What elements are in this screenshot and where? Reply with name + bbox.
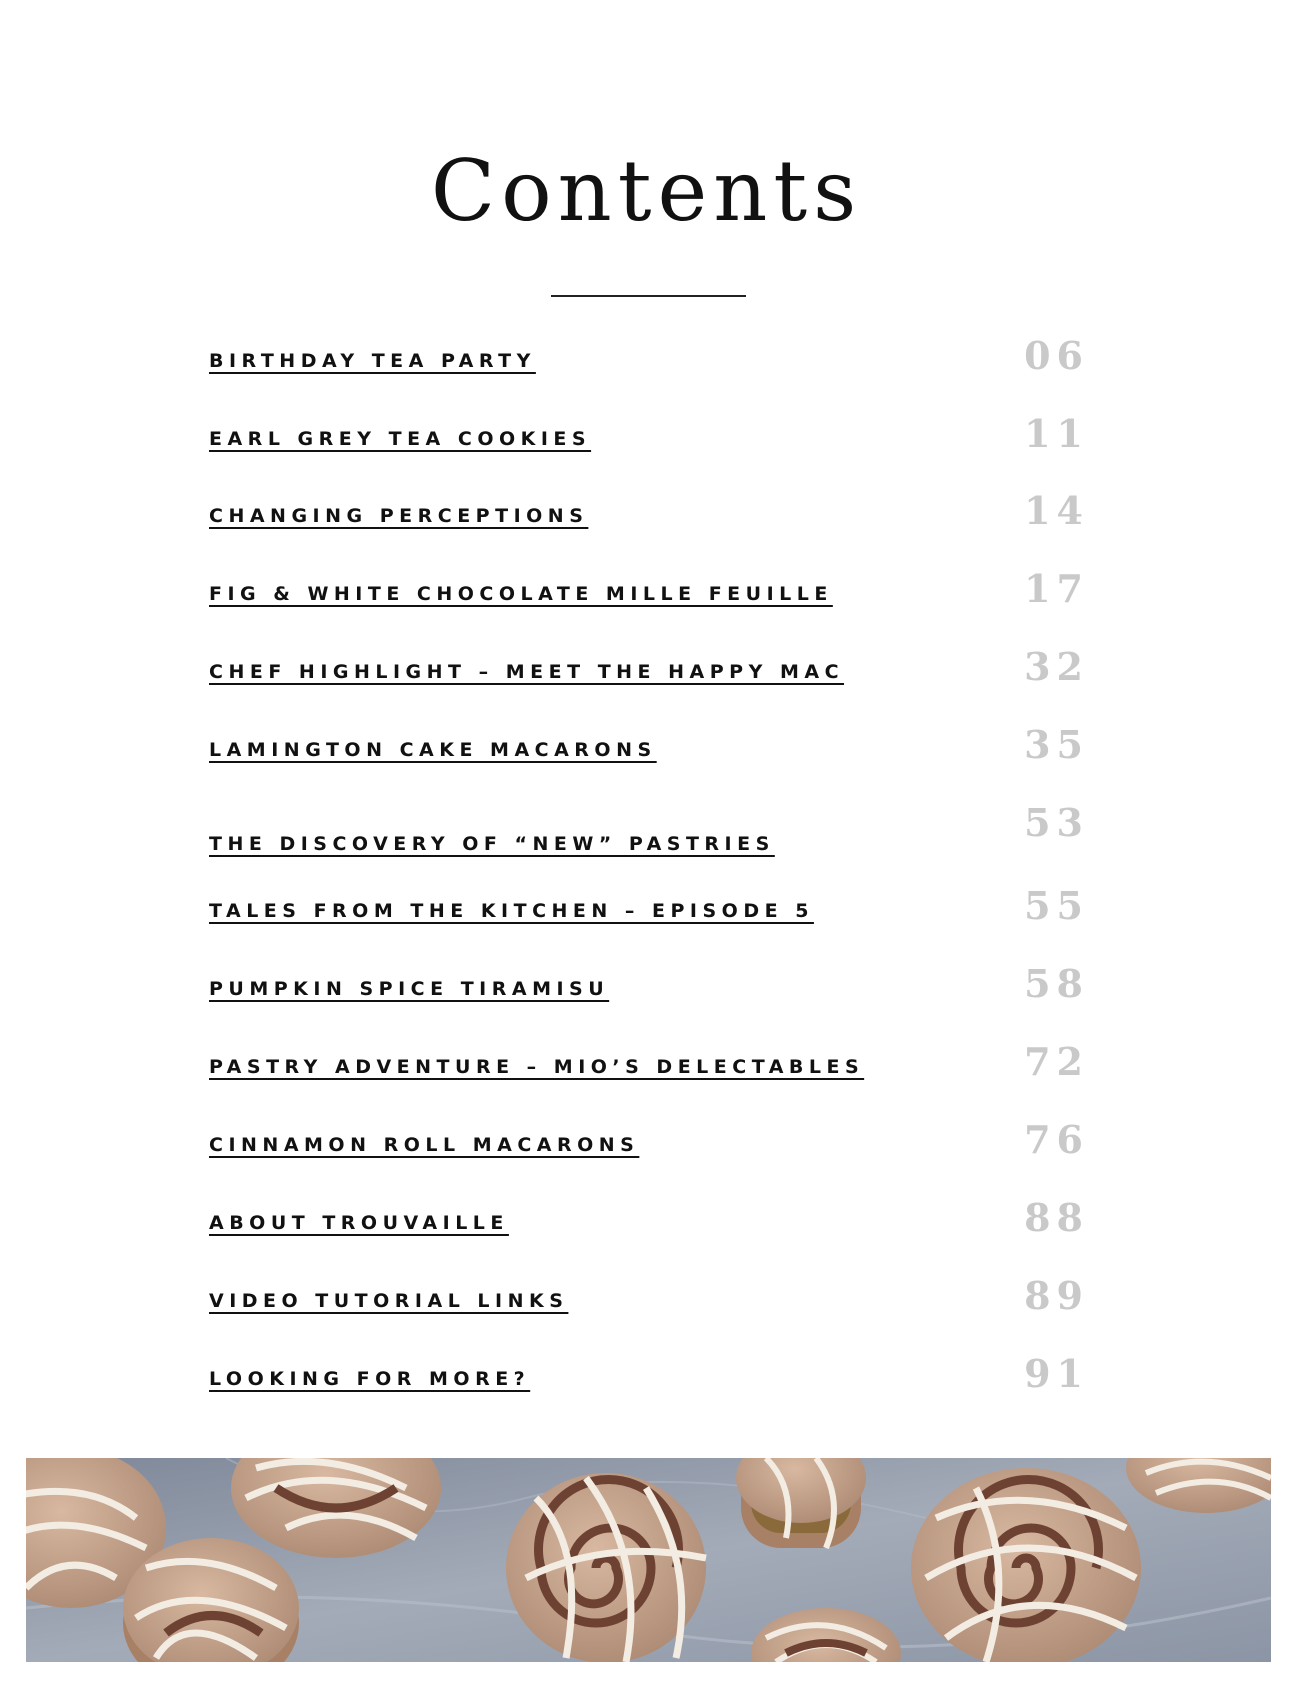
toc-entry-page-number: 58 [1024, 961, 1089, 1006]
macarons-photo [26, 1458, 1271, 1662]
toc-entry-page-number: 76 [1024, 1117, 1089, 1162]
page-title: Contents [430, 142, 863, 240]
toc-entry-page-number: 11 [1024, 411, 1089, 456]
toc-entry-title[interactable]: EARL GREY TEA COOKIES [209, 428, 592, 450]
toc-entry-title[interactable]: PASTRY ADVENTURE – MIO’S DELECTABLES [209, 1056, 865, 1078]
toc-entry[interactable] [209, 961, 1089, 1006]
toc-entry[interactable] [209, 411, 1089, 456]
toc-entry-page-number: 72 [1024, 1039, 1089, 1084]
macaron-right [911, 1468, 1141, 1662]
macaron-center [506, 1473, 706, 1662]
toc-entry-page-number: 14 [1024, 488, 1089, 533]
toc-entry-title[interactable]: CINNAMON ROLL MACARONS [209, 1134, 640, 1156]
toc-entry-title[interactable]: ABOUT TROUVAILLE [209, 1212, 509, 1234]
toc-entry-page-number: 06 [1024, 333, 1089, 378]
toc-entry[interactable] [209, 566, 1089, 611]
toc-entry-page-number: 53 [1024, 800, 1089, 845]
toc-entry[interactable] [209, 722, 1089, 767]
toc-entry[interactable] [209, 644, 1089, 689]
macaron-top-right [736, 1458, 866, 1548]
toc-entry[interactable] [209, 1351, 1089, 1396]
toc-entry-page-number: 32 [1024, 644, 1089, 689]
toc-entry-page-number: 89 [1024, 1273, 1089, 1318]
toc-entry[interactable] [209, 800, 1089, 861]
toc-entry[interactable] [209, 1039, 1089, 1084]
title-divider [551, 295, 746, 297]
toc-entry-page-number: 88 [1024, 1195, 1089, 1240]
toc-entry-title[interactable]: THE DISCOVERY OF “NEW” PASTRIES [209, 833, 775, 855]
toc-entry-page-number: 35 [1024, 722, 1089, 767]
toc-entry-page-number: 91 [1024, 1351, 1089, 1396]
toc-entry-title[interactable]: FIG & WHITE CHOCOLATE MILLE FEUILLE [209, 583, 833, 605]
toc-entry-title[interactable]: PUMPKIN SPICE TIRAMISU [209, 978, 610, 1000]
toc-entry[interactable] [209, 1273, 1089, 1318]
toc-entry[interactable] [209, 883, 1089, 928]
toc-entry-title[interactable]: TALES FROM THE KITCHEN – EPISODE 5 [209, 900, 814, 922]
toc-entry[interactable] [209, 1117, 1089, 1162]
toc-entry[interactable] [209, 1195, 1089, 1240]
toc-entry[interactable] [209, 488, 1089, 533]
toc-entry-page-number: 55 [1024, 883, 1089, 928]
toc-entry-title[interactable]: LAMINGTON CAKE MACARONS [209, 739, 657, 761]
toc-entry-title[interactable]: CHANGING PERCEPTIONS [209, 505, 589, 527]
toc-entry-title[interactable]: CHEF HIGHLIGHT – MEET THE HAPPY MAC [209, 661, 845, 683]
toc-entry-page-number: 17 [1024, 566, 1089, 611]
toc-entry-title[interactable]: BIRTHDAY TEA PARTY [209, 350, 536, 372]
toc-entry[interactable] [209, 333, 1089, 378]
toc-entry-title[interactable]: LOOKING FOR MORE? [209, 1368, 531, 1390]
toc-entry-title[interactable]: VIDEO TUTORIAL LINKS [209, 1290, 569, 1312]
